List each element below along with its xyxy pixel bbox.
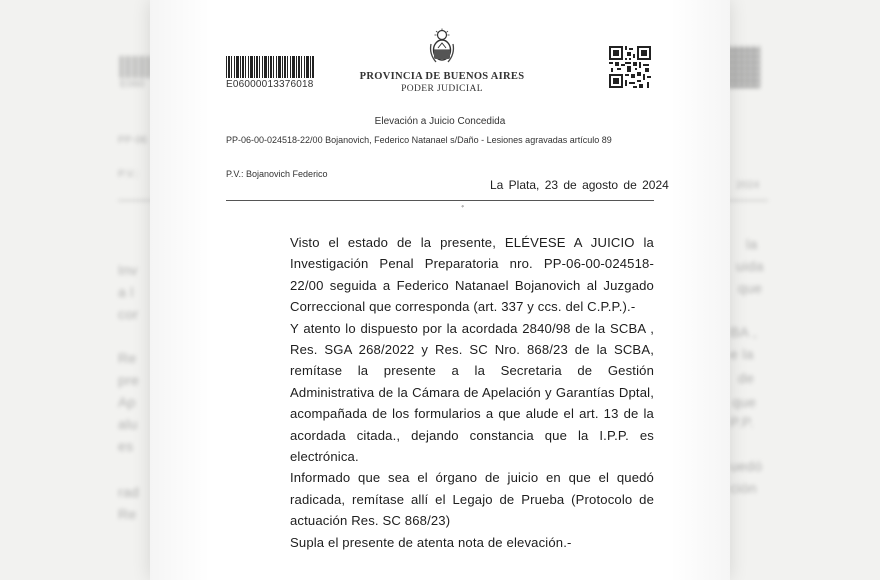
paragraph-closing: Supla el presente de atenta nota de elevación.- xyxy=(290,534,572,550)
background-line: 2024 xyxy=(736,180,760,191)
background-line: P.P. xyxy=(730,414,755,430)
page-shadow-left xyxy=(150,0,210,580)
header-divider xyxy=(226,200,654,201)
background-barcode-number: E060 xyxy=(120,79,145,90)
date-line: La Plata, 23 de agosto de 2024 xyxy=(490,178,669,192)
background-line: Inv xyxy=(118,262,138,278)
argentine-coat-of-arms-icon xyxy=(428,28,456,66)
background-line: rad xyxy=(118,484,140,500)
background-line: es xyxy=(118,438,134,454)
background-line: Ap xyxy=(118,394,136,410)
background-line: de xyxy=(738,370,755,386)
judicial-power-heading: PODER JUDICIAL xyxy=(401,84,483,94)
barcode-icon xyxy=(226,56,314,78)
paragraph-remittance: Y atento lo dispuesto por la acordada 2840/98 de la SCBA , Res. SGA 268/2022 y Res. SC Nro. 868/23 de la SCBA, remítase la presente a la Secretaria de Gestión Administrativa de la Cámara de Apelación y Garantías Dptal, acompañada de los formularios a que alude el art. 13 de la acordada citada., dejando constancia que la I.P.P. es electrónica. xyxy=(290,320,654,465)
background-line: alu xyxy=(118,416,138,432)
background-line: Re xyxy=(118,506,137,522)
paragraph-elevation: Visto el estado de la presente, ELÉVESE A JUICIO la Investigación Penal Preparatoria nro. PP-06-00-024518-22/00 seguida a Federico Natanael Bojanovich al Juzgado Correccional que corresponda (art. 337 y ccs. del C.P.P.).- xyxy=(290,235,654,315)
background-line: Re xyxy=(118,350,137,366)
background-line: uedó xyxy=(730,458,763,474)
pv-line: P.V.: Bojanovich Federico xyxy=(226,169,328,179)
pen-mark: ﾞ xyxy=(461,206,466,217)
background-line: BA , xyxy=(730,324,757,340)
background-qr-icon xyxy=(728,46,760,88)
paragraph-evidence-file: Informado que sea el órgano de juicio en que el quedó radicada, remítase allí el Legajo de Prueba (Protocolo de actuación Res. SC 868/23) xyxy=(290,470,654,529)
background-line: la xyxy=(746,236,758,252)
background-barcode xyxy=(120,56,150,78)
background-line: ción xyxy=(730,480,757,496)
background-line: a l xyxy=(118,284,134,300)
barcode-number: E06000013376018 xyxy=(226,79,314,90)
background-line: P.V.: xyxy=(118,169,139,180)
background-line: cor xyxy=(118,306,139,322)
background-line: uida xyxy=(736,258,764,274)
case-reference: PP-06-00-024518-22/00 Bojanovich, Federico Natanael s/Daño - Lesiones agravadas artículo 89 xyxy=(226,135,612,145)
background-line: que xyxy=(738,280,763,296)
province-heading: PROVINCIA DE BUENOS AIRES xyxy=(359,71,525,82)
background-line: que xyxy=(732,394,757,410)
page-shadow-right xyxy=(670,0,730,580)
background-line: pre xyxy=(118,372,140,388)
background-line: e la xyxy=(730,346,754,362)
qr-code-icon xyxy=(609,46,651,88)
background-line: PP-06 xyxy=(118,135,148,146)
document-body xyxy=(228,232,654,553)
document-title: Elevación a Juicio Concedida xyxy=(374,116,506,127)
